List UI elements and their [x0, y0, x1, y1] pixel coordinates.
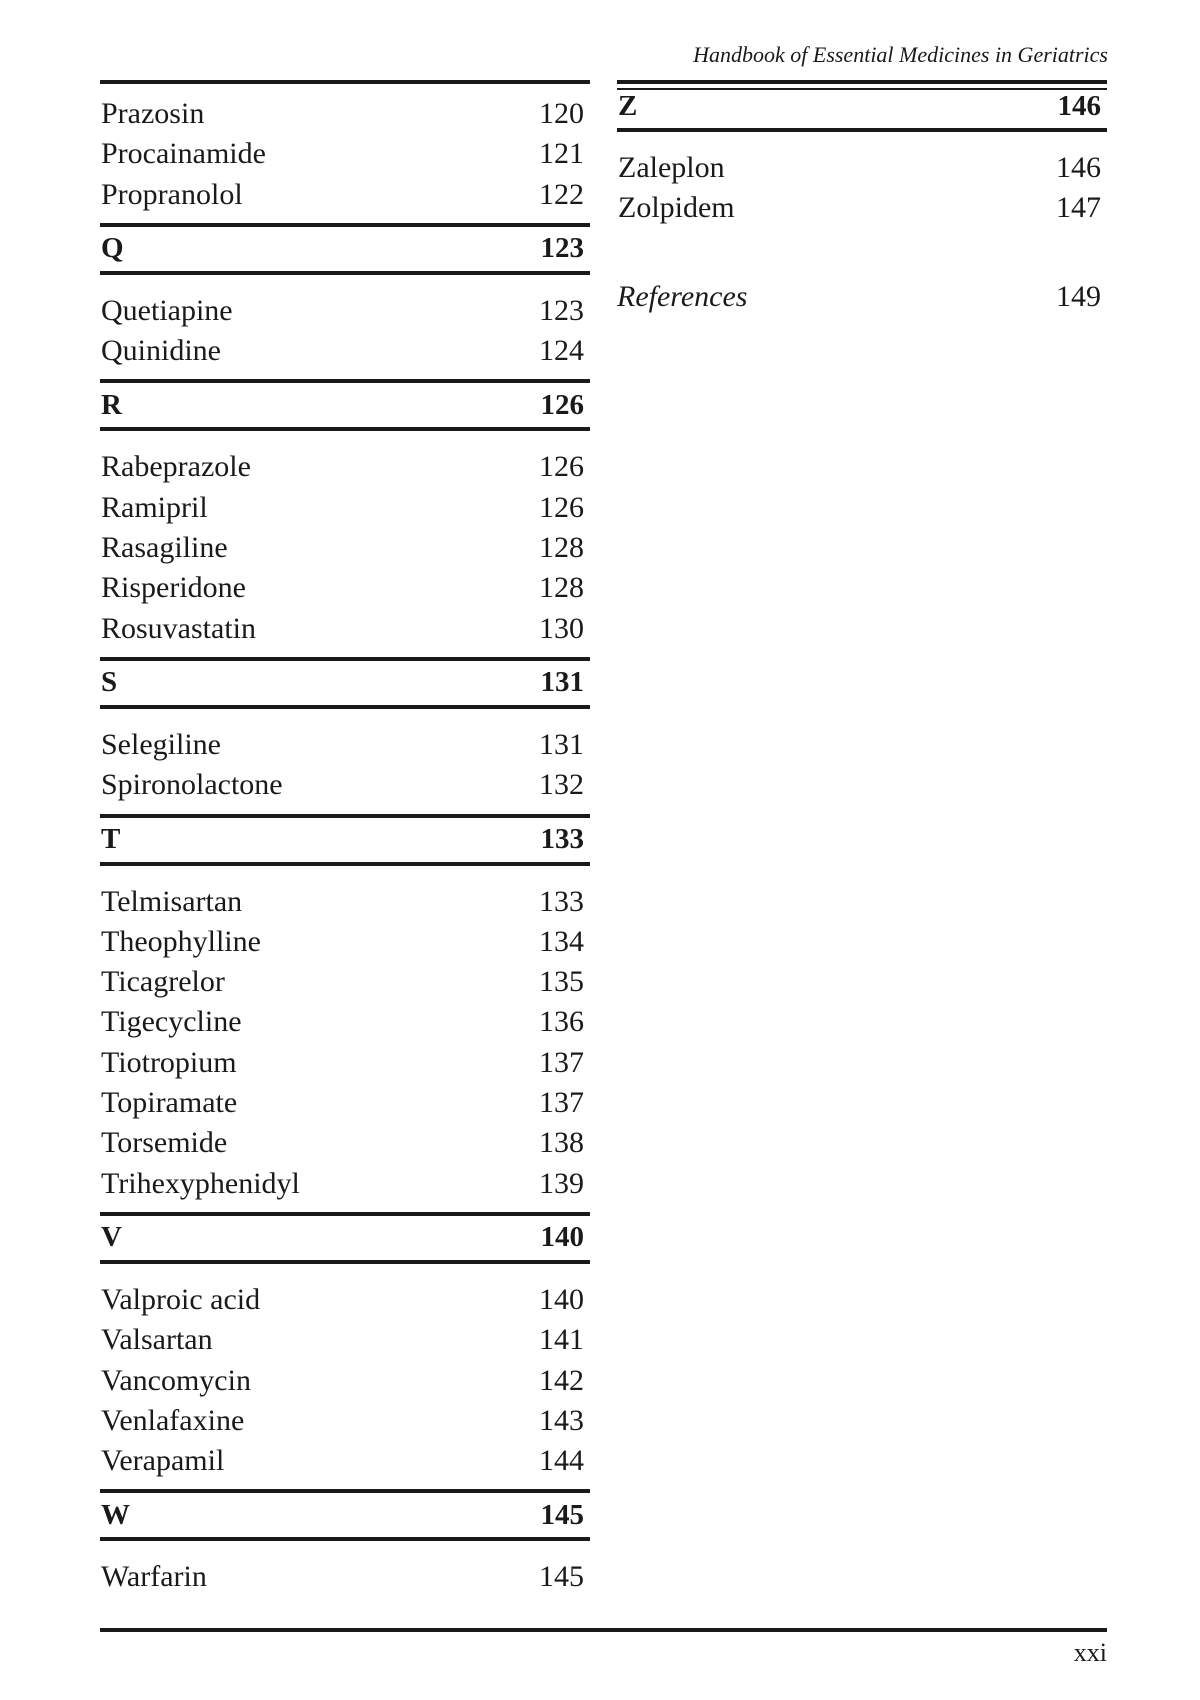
entry-name: Warfarin — [101, 1560, 207, 1594]
section-entries — [100, 431, 590, 656]
entry-page: 135 — [539, 965, 584, 999]
entry-page: 138 — [539, 1126, 584, 1160]
section-page: 145 — [540, 1498, 584, 1531]
entry-page: 141 — [539, 1323, 584, 1357]
section-header-v[interactable] — [100, 1212, 590, 1264]
toc-entry[interactable] — [100, 1123, 590, 1163]
entry-page: 137 — [539, 1045, 584, 1079]
toc-entry[interactable] — [100, 765, 590, 805]
toc-entry[interactable] — [100, 568, 590, 608]
toc-right-column — [617, 80, 1107, 317]
toc-entry[interactable] — [100, 94, 590, 134]
entry-page: 146 — [1056, 151, 1101, 184]
toc-entry[interactable] — [100, 882, 590, 922]
toc-entry[interactable] — [100, 1401, 590, 1441]
entry-name: Ramipril — [101, 490, 208, 524]
entry-page: 120 — [539, 97, 584, 130]
entry-name: Procainamide — [101, 137, 266, 171]
page-number: xxi — [1073, 1638, 1107, 1667]
entry-name: Tiotropium — [101, 1045, 237, 1079]
section-page: 126 — [540, 388, 584, 421]
section-entries — [100, 1541, 590, 1605]
section-letter: S — [101, 666, 118, 699]
toc-entry[interactable] — [100, 175, 590, 215]
entry-name: Rosuvastatin — [101, 611, 256, 645]
toc-entry[interactable] — [617, 148, 1107, 188]
section-header-w[interactable] — [100, 1489, 590, 1541]
section-letter: Z — [618, 89, 638, 122]
section-letter: W — [101, 1498, 130, 1531]
toc-sections — [100, 223, 590, 1606]
references-entry[interactable] — [617, 277, 1107, 317]
entry-name: Telmisartan — [101, 884, 243, 918]
entry-name: Tigecycline — [101, 1005, 242, 1039]
toc-entry[interactable] — [100, 134, 590, 174]
toc-entry[interactable] — [100, 488, 590, 528]
toc-left-column — [100, 80, 590, 1606]
toc-entry[interactable] — [100, 291, 590, 331]
section-header-t[interactable] — [100, 814, 590, 866]
continued-entries — [100, 84, 590, 223]
entry-page: 145 — [539, 1560, 584, 1594]
toc-entry[interactable] — [100, 331, 590, 371]
entry-page: 131 — [539, 727, 584, 761]
section-entries — [617, 132, 1107, 237]
running-head: Handbook of Essential Medicines in Geriatrics — [693, 42, 1108, 67]
entry-page: 121 — [539, 137, 584, 171]
entry-name: Rabeprazole — [101, 450, 251, 484]
entry-page: 126 — [539, 490, 584, 524]
entry-name: Theophylline — [101, 924, 261, 958]
section-entries — [100, 866, 590, 1212]
entry-name: Spironolactone — [101, 768, 283, 802]
section-page: 146 — [1057, 89, 1101, 122]
entry-name: Torsemide — [101, 1126, 228, 1160]
section-entries — [100, 275, 590, 380]
entry-page: 139 — [539, 1166, 584, 1200]
entry-name: Verapamil — [101, 1444, 225, 1478]
entry-page: 142 — [539, 1363, 584, 1397]
entry-name: Quetiapine — [101, 293, 233, 327]
toc-entry[interactable] — [100, 528, 590, 568]
entry-name: Prazosin — [101, 97, 205, 130]
section-page: 140 — [540, 1221, 584, 1254]
section-header-z[interactable] — [617, 84, 1107, 132]
entry-page: 126 — [539, 450, 584, 484]
entry-page: 136 — [539, 1005, 584, 1039]
entry-page: 122 — [539, 177, 584, 211]
toc-entry[interactable] — [617, 188, 1107, 228]
section-header-r[interactable] — [100, 379, 590, 431]
toc-entry[interactable] — [100, 447, 590, 487]
entry-page: 124 — [539, 334, 584, 368]
entry-page: 147 — [1056, 191, 1101, 225]
entry-name: Quinidine — [101, 334, 221, 368]
toc-entry[interactable] — [100, 1043, 590, 1083]
entry-name: Valproic acid — [101, 1282, 261, 1316]
toc-entry[interactable] — [100, 922, 590, 962]
section-page: 131 — [540, 666, 584, 699]
toc-entry[interactable] — [100, 1280, 590, 1320]
toc-entry[interactable] — [100, 1002, 590, 1042]
entry-page: 123 — [539, 293, 584, 327]
section-entries — [100, 1264, 590, 1489]
entry-name: Rasagiline — [101, 531, 228, 565]
entry-name: Venlafaxine — [101, 1403, 245, 1437]
entry-name: Risperidone — [101, 571, 246, 605]
toc-entry[interactable] — [100, 725, 590, 765]
entry-page: 128 — [539, 571, 584, 605]
section-header-q[interactable] — [100, 223, 590, 275]
section-letter: V — [101, 1221, 122, 1254]
toc-entry[interactable] — [100, 1441, 590, 1481]
entry-name: Topiramate — [101, 1086, 238, 1120]
section-letter: Q — [101, 232, 124, 265]
references-label: References — [617, 279, 748, 313]
entry-name: Valsartan — [101, 1323, 213, 1357]
entry-name: Selegiline — [101, 727, 221, 761]
toc-entry[interactable] — [100, 1557, 590, 1597]
entry-name: Ticagrelor — [101, 965, 225, 999]
toc-entry[interactable] — [100, 1320, 590, 1360]
top-double-rule — [617, 80, 1107, 84]
entry-name: Zolpidem — [618, 191, 735, 225]
entry-name: Zaleplon — [618, 151, 725, 184]
entry-page: 137 — [539, 1086, 584, 1120]
entry-page: 130 — [539, 611, 584, 645]
entry-name: Propranolol — [101, 177, 243, 211]
toc-entry[interactable] — [100, 1361, 590, 1401]
entry-page: 144 — [539, 1444, 584, 1478]
toc-entry[interactable] — [100, 962, 590, 1002]
section-page: 133 — [540, 823, 584, 856]
section-letter: T — [101, 823, 121, 856]
toc-entry[interactable] — [100, 1164, 590, 1204]
section-letter: R — [101, 388, 122, 421]
section-header-s[interactable] — [100, 657, 590, 709]
toc-sections — [617, 84, 1107, 237]
references-page: 149 — [1056, 279, 1101, 313]
entry-name: Vancomycin — [101, 1363, 251, 1397]
bottom-rule — [100, 1628, 1107, 1632]
section-entries — [100, 709, 590, 814]
entry-page: 133 — [539, 884, 584, 918]
entry-page: 140 — [539, 1282, 584, 1316]
entry-page: 143 — [539, 1403, 584, 1437]
entry-page: 134 — [539, 924, 584, 958]
entry-page: 132 — [539, 768, 584, 802]
toc-entry[interactable] — [100, 609, 590, 649]
toc-entry[interactable] — [100, 1083, 590, 1123]
section-page: 123 — [540, 232, 584, 265]
entry-name: Trihexyphenidyl — [101, 1166, 300, 1200]
entry-page: 128 — [539, 531, 584, 565]
